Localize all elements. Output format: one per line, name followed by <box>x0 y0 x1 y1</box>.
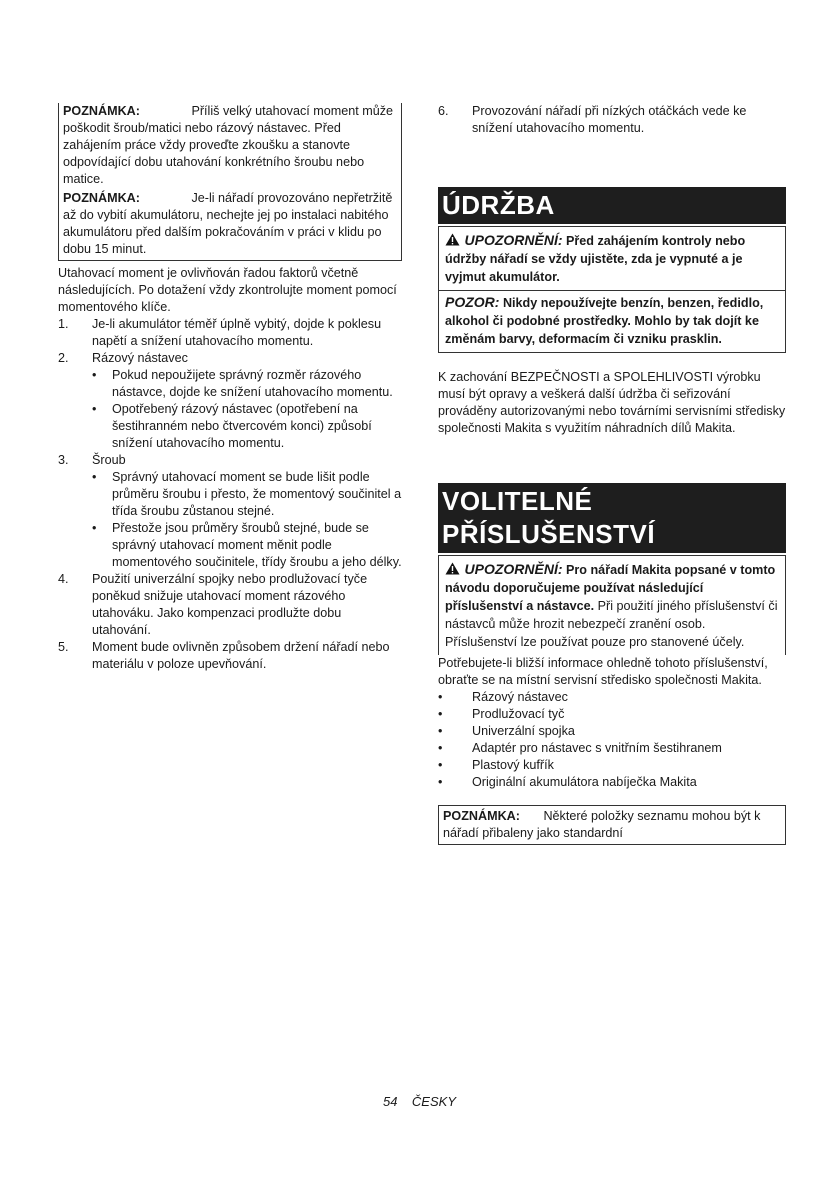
list-item: 5. Moment bude ovlivněn způsobem držení nářadí nebo materiálu v poloze upevňování. <box>58 640 390 671</box>
list-item: • Univerzální spojka <box>438 724 575 738</box>
list-item: • Rázový nástavec <box>438 690 568 704</box>
right-column <box>438 103 786 845</box>
notice-text: Nikdy nepoužívejte benzín, benzen, ředidlo, alkohol či podobné prostředky. Mohlo by tak dojít ke změnám barvy, deformacím či vzniku prasklin. <box>445 296 764 346</box>
page-footer <box>0 1093 839 1110</box>
notice-box <box>438 291 786 353</box>
note-text: Je-li nářadí provozováno nepřetržitě až do vybití akumulátoru, nechejte jej po instalaci nabitého akumulátoru před dalším pokračováním v práci v klidu po dobu 15 minut. <box>63 191 393 256</box>
caution-box-accessories <box>438 555 786 655</box>
bullet-item: • Pokud nepoužijete správný rozměr rázového nástavce, dojde ke snížení utahovacího momentu. <box>92 368 393 399</box>
bullet-item: • Přestože jsou průměry šroubů stejné, bude se správný utahovací moment měnit podle momentového součinitele, třídy šroubu a jeho délky. <box>92 521 402 569</box>
left-column <box>58 103 402 673</box>
torque-intro: Utahovací moment je ovlivňován řadou faktorů včetně následujících. Po dotažení vždy zkontrolujte moment pomocí momentového klíče. <box>58 266 397 314</box>
note-label: POZNÁMKA: <box>63 104 140 118</box>
note-box-torque <box>58 103 402 261</box>
list-item: • Adaptér pro nástavec s vnitřním šestihranem <box>438 741 722 755</box>
heading-line: VOLITELNÉ <box>442 486 593 516</box>
caution-text: Před zahájením kontroly nebo údržby nářadí se vždy ujistěte, zda je vypnuté a je vyjmut akumulátor. <box>445 234 746 284</box>
section-heading-maintenance: ÚDRŽBA <box>438 187 786 224</box>
caution-title: UPOZORNĚNÍ: <box>464 232 563 248</box>
note-text: Příliš velký utahovací moment může poškodit šroub/matici nebo rázový nástavec. Před zahájením práce vždy proveďte zkoušku a stanovte odpovídající dobu utahování konkrétního šroubu nebo matice. <box>63 104 394 186</box>
list-item: 4. Použití univerzální spojky nebo prodlužovací tyče poněkud snižuje utahovací moment rázového utahováku. Jako kompenzaci prodlužte dobu utahování. <box>58 572 368 637</box>
list-item: 1. Je-li akumulátor téměř úplně vybitý, dojde k poklesu napětí a snížení utahovacího momentu. <box>58 317 382 348</box>
note-continuous-use <box>63 190 401 258</box>
heading-line: PŘÍSLUŠENSTVÍ <box>442 519 656 549</box>
section-heading-accessories <box>438 483 786 553</box>
warning-triangle-icon <box>445 563 465 577</box>
list-item: • Prodlužovací tyč <box>438 707 565 721</box>
caution-box <box>438 226 786 291</box>
bullet-item: • Opotřebený rázový nástavec (opotřebení na šestihranném nebo čtvercovém konci) způsobí snížení utahovacího momentu. <box>92 402 372 450</box>
list-item: 2. Rázový nástavec <box>58 351 188 365</box>
note-box-standard <box>438 805 786 845</box>
caution-text-bold: Pro nářadí Makita popsané v tomto návodu doporučujeme používat následující příslušenství a nástavce. <box>445 563 776 613</box>
note-label: POZNÁMKA: <box>443 809 520 823</box>
list-item: • Originální akumulátora nabíječka Makita <box>438 775 697 789</box>
caution-text-normal: Při použití jiného příslušenství či nástavců může hrozit nebezpečí zranění osob. Příslušenství lze používat pouze pro stanovené účely. <box>445 599 778 649</box>
note-torque <box>63 103 401 188</box>
footer-language: ČESKY <box>411 1094 456 1109</box>
list-item: • Plastový kufřík <box>438 758 554 772</box>
maintenance-text: K zachování BEZPEČNOSTI a SPOLEHLIVOSTI výrobku musí být opravy a veškerá další údržba či seřizování prováděny autorizovanými nebo továrními servisními středisky společnosti Makita s využitím náhradních dílů Makita. <box>438 370 786 435</box>
accessories-intro: Potřebujete-li bližší informace ohledně tohoto příslušenství, obraťte se na místní servisní středisko společnosti Makita. <box>438 656 768 687</box>
caution-title: UPOZORNĚNÍ: <box>464 561 563 577</box>
note-text: Některé položky seznamu mohou být k nářadí přibaleny jako standardní <box>443 809 761 840</box>
note-label: POZNÁMKA: <box>63 191 140 205</box>
notice-title: POZOR: <box>445 294 500 310</box>
accessories-list <box>438 689 786 791</box>
bullet-item: • Správný utahovací moment se bude lišit podle průměru šroubu i přesto, že momentový součinitel a třída šroubu zůstanou stejné. <box>92 470 402 518</box>
list-item: 3. Šroub <box>58 453 126 467</box>
warning-triangle-icon <box>445 234 465 248</box>
list-item: 6. Provozování nářadí při nízkých otáčkách vede ke snížení utahovacího momentu. <box>438 104 747 135</box>
page-number: 54 <box>383 1094 398 1109</box>
